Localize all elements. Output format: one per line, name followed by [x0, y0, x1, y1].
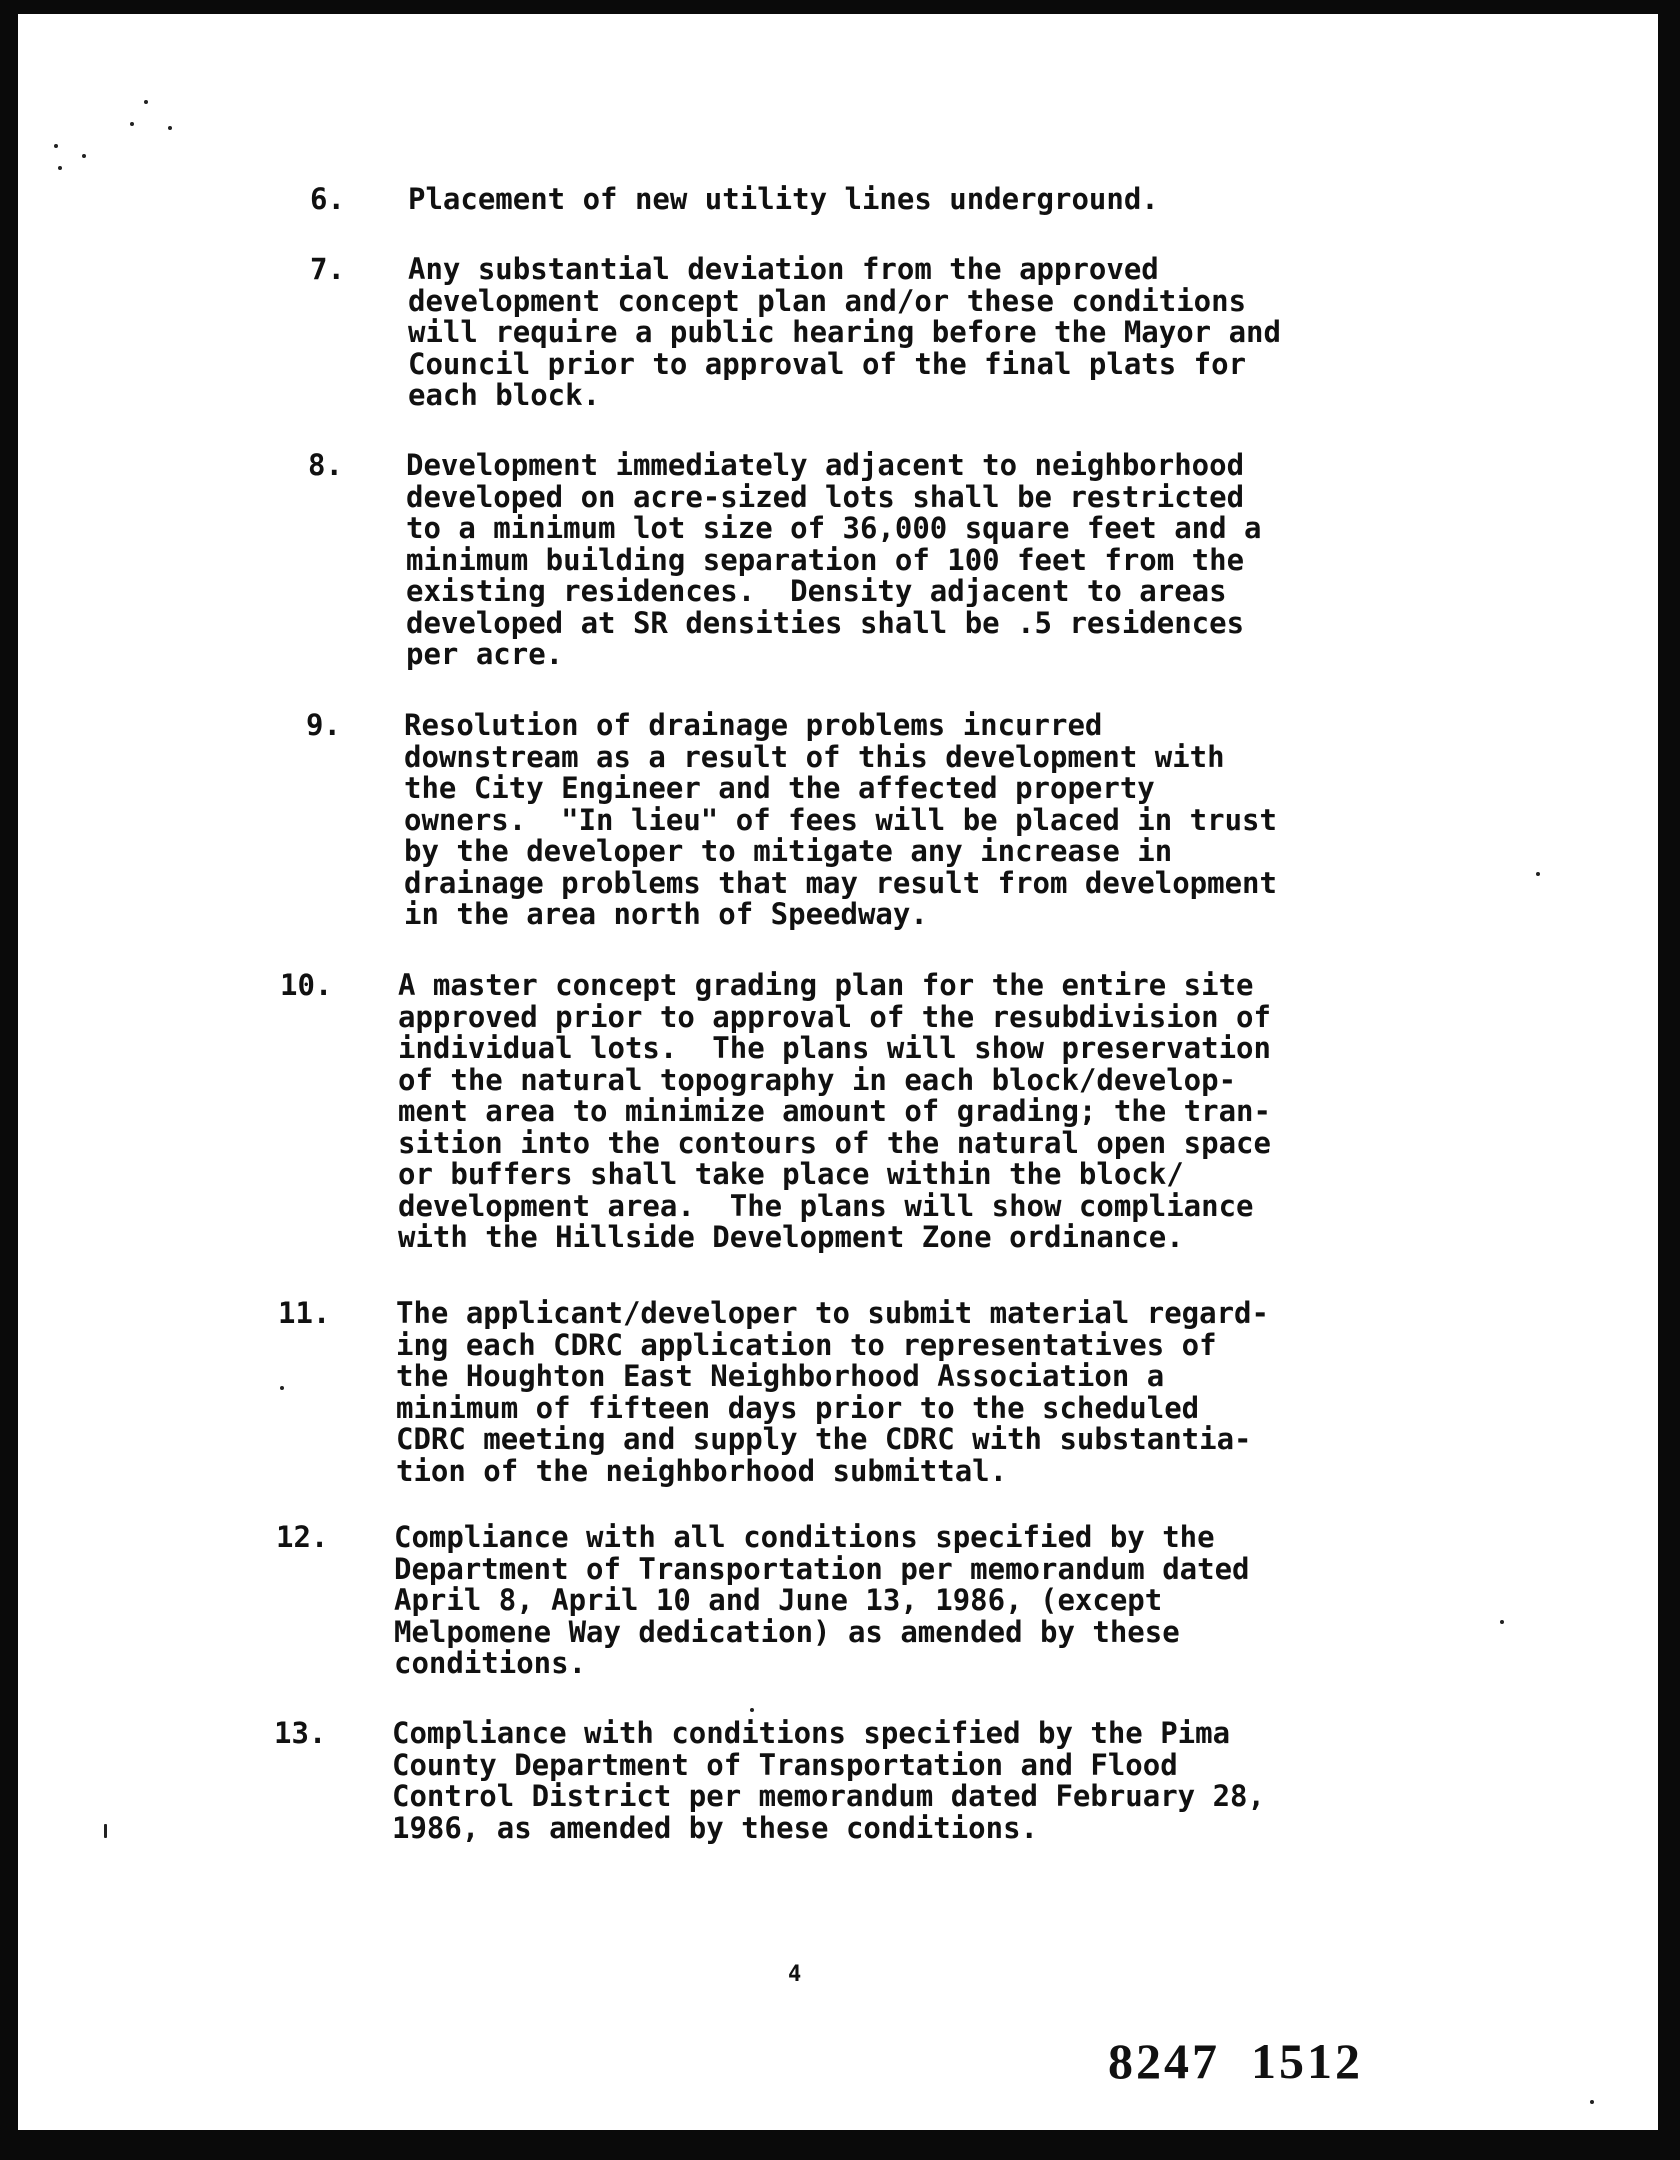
- condition-text: The applicant/developer to submit material regard- ing each CDRC application to representatives of the Houghton East Neighborhood Association a minimum of fifteen days prior to the scheduled CDRC meeting and supply the CDRC with substantia- tion of the neighborhood submittal.: [396, 1296, 1269, 1488]
- scan-speck: [750, 1708, 754, 1712]
- scan-speck: [54, 144, 58, 148]
- scan-speck: [280, 1386, 284, 1390]
- condition-text: Development immediately adjacent to neighborhood developed on acre-sized lots shall be restricted to a minimum lot size of 36,000 square feet and a minimum building separation of 100 feet from the existing residences. Density adjacent to areas developed at SR densities shall be .5 residences per acre.: [406, 448, 1262, 671]
- scan-speck: [104, 1824, 107, 1838]
- condition-number: 11.: [278, 1296, 331, 1330]
- scan-speck: [82, 154, 86, 158]
- scan-speck: [168, 126, 172, 130]
- condition-number: 12.: [276, 1520, 329, 1554]
- condition-number: 8.: [308, 448, 343, 482]
- scan-speck: [1590, 2100, 1594, 2104]
- condition-text: Compliance with conditions specified by the Pima County Department of Transportation and Flood Control District per memorandum dated February 28, 1986, as amended by these conditions.: [392, 1716, 1265, 1845]
- condition-number: 6.: [310, 182, 345, 216]
- condition-number: 9.: [306, 708, 341, 742]
- condition-text: Placement of new utility lines underground.: [408, 182, 1159, 216]
- scan-speck: [130, 122, 134, 126]
- document-page: [18, 14, 1658, 2130]
- condition-text: Resolution of drainage problems incurred downstream as a result of this development with the City Engineer and the affected property owners. "In lieu" of fees will be placed in trust by the developer to mitigate any increase in drainage problems that may result from development in the area north of Speedway.: [404, 708, 1277, 931]
- condition-text: A master concept grading plan for the entire site approved prior to approval of the resubdivision of individual lots. The plans will show preservation of the natural topography in each block/develop- ment area to minimize amount of grading; the tran- sition into the contours of the natural open space or buffers shall take place within the block/ development area. The plans will show compliance with the Hillside Development Zone ordinance.: [398, 968, 1271, 1254]
- scan-speck: [1536, 872, 1540, 876]
- condition-text: Any substantial deviation from the approved development concept plan and/or these conditions will require a public hearing before the Mayor and Council prior to approval of the final plats for each block.: [408, 252, 1281, 412]
- condition-number: 13.: [274, 1716, 327, 1750]
- conditions-list: [18, 14, 1658, 2130]
- condition-number: 10.: [280, 968, 333, 1002]
- condition-number: 7.: [310, 252, 345, 286]
- condition-text: Compliance with all conditions specified by the Department of Transportation per memorandum dated April 8, April 10 and June 13, 1986, (except Melpomene Way dedication) as amended by these conditions.: [394, 1520, 1250, 1680]
- scan-speck: [1500, 1620, 1504, 1624]
- scan-speck: [144, 100, 148, 104]
- scan-speck: [58, 166, 62, 170]
- document-id-number: 8247 1512: [1108, 2033, 1363, 2089]
- page-number: 4: [788, 1962, 802, 1987]
